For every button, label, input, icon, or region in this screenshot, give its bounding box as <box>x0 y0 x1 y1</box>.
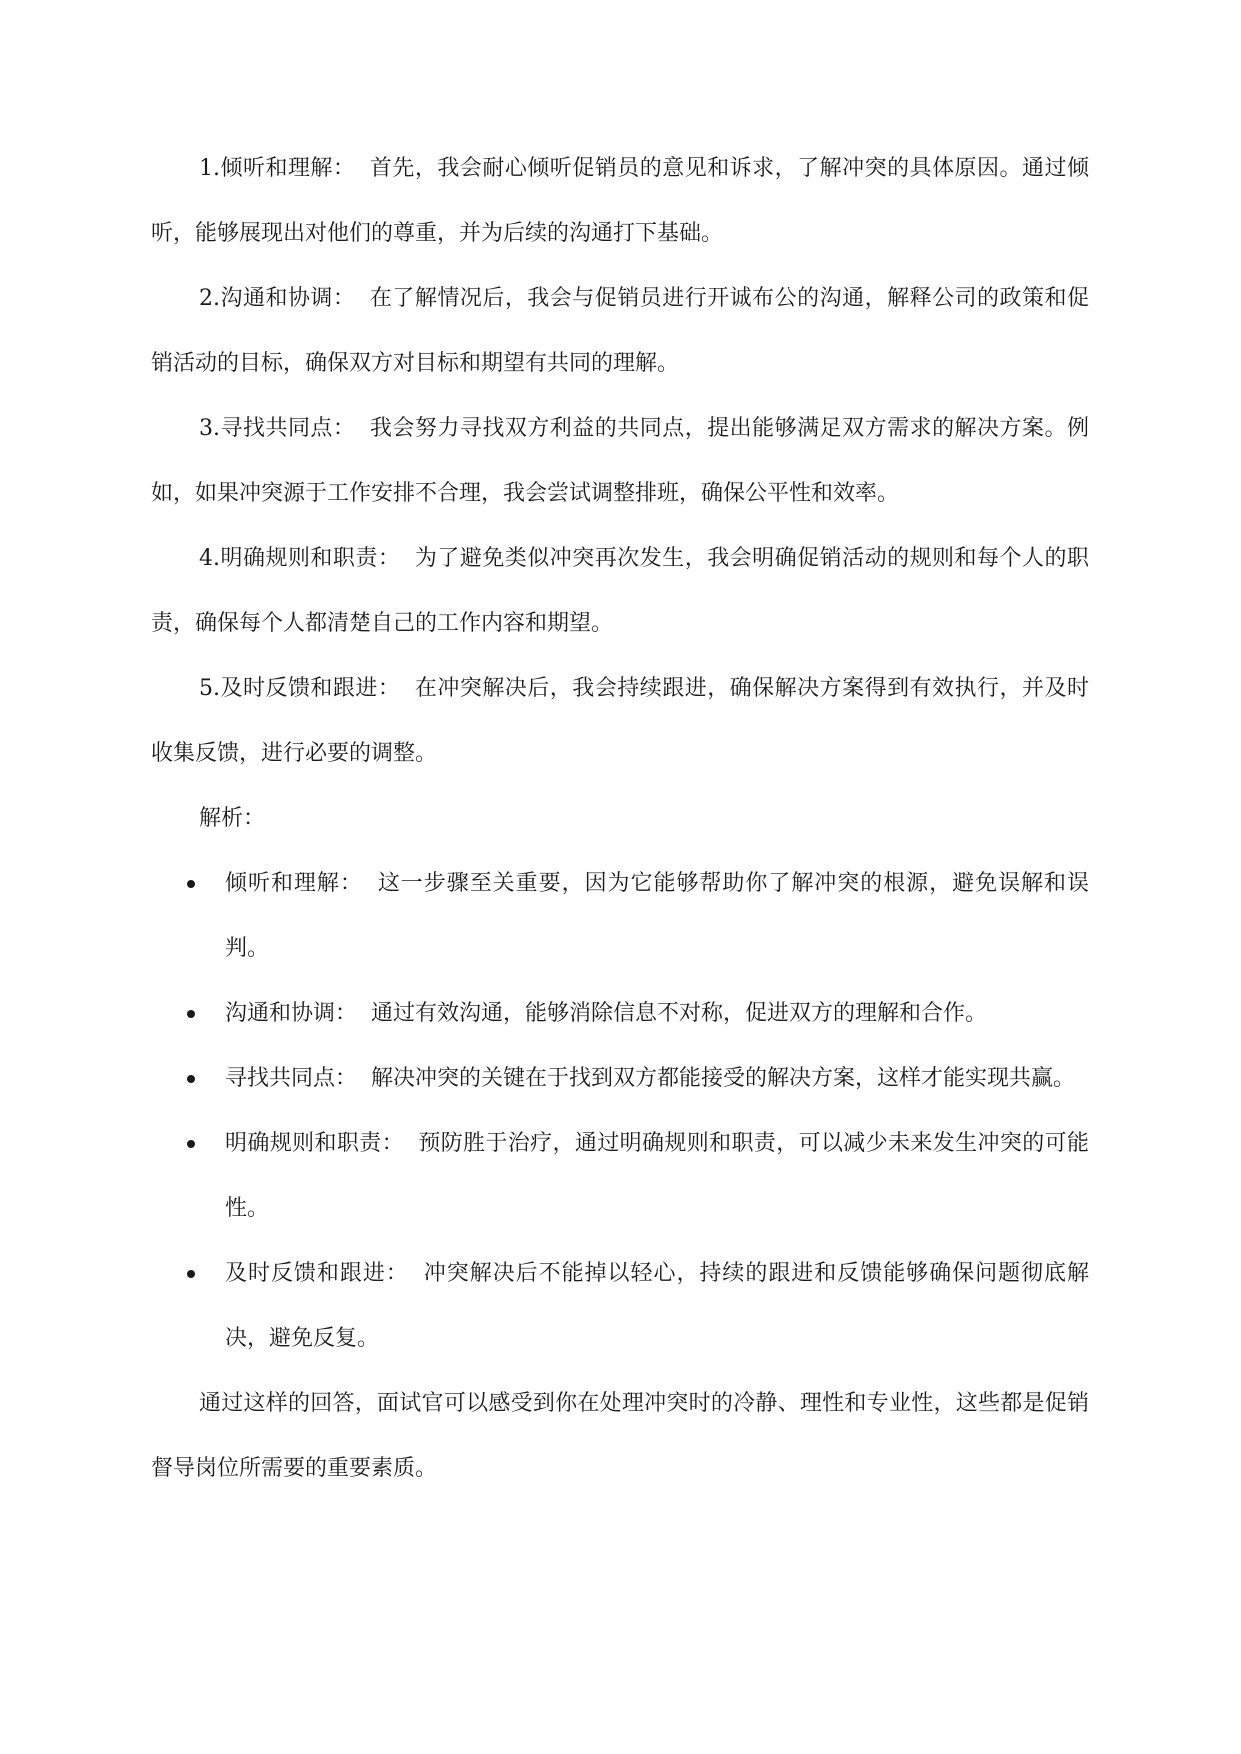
step-heading: 3.寻找共同点： <box>199 416 356 441</box>
analysis-term: 明确规则和职责： <box>225 1131 404 1156</box>
analysis-term: 倾听和理解： <box>225 871 363 896</box>
analysis-item-2 <box>151 981 1089 1046</box>
analysis-item-5 <box>151 1241 1089 1371</box>
step-text: 首先，我会耐心倾听促销员的意见和诉求，了解冲突的具体原因。通过倾听，能够展现出对他们的尊重，并为后续的沟通打下基础。 <box>151 156 1089 246</box>
document-body <box>151 136 1089 1501</box>
step-paragraph-3 <box>151 396 1089 526</box>
step-text: 在了解情况后，我会与促销员进行开诚布公的沟通，解释公司的政策和促销活动的目标，确保双方对目标和期望有共同的理解。 <box>151 286 1089 376</box>
step-heading: 5.及时反馈和跟进： <box>199 676 401 701</box>
step-heading: 4.明确规则和职责： <box>199 546 401 571</box>
analysis-label: 解析： <box>199 806 266 831</box>
analysis-text: 冲突解决后不能掉以轻心，持续的跟进和反馈能够确保问题彻底解决，避免反复。 <box>225 1261 1089 1351</box>
step-paragraph-5 <box>151 656 1089 786</box>
analysis-item-3 <box>151 1046 1089 1111</box>
bullet-dot-icon <box>187 1140 195 1148</box>
step-text: 在冲突解决后，我会持续跟进，确保解决方案得到有效执行，并及时收集反馈，进行必要的调整。 <box>151 676 1089 766</box>
bullet-dot-icon <box>187 880 195 888</box>
analysis-text: 通过有效沟通，能够消除信息不对称，促进双方的理解和合作。 <box>371 1001 988 1026</box>
step-paragraph-1 <box>151 136 1089 266</box>
analysis-item-1 <box>151 851 1089 981</box>
conclusion-paragraph: 通过这样的回答，面试官可以感受到你在处理冲突时的冷静、理性和专业性，这些都是促销督导岗位所需要的重要素质。 <box>151 1391 1089 1481</box>
step-heading: 1.倾听和理解： <box>199 156 356 181</box>
analysis-item-4 <box>151 1111 1089 1241</box>
step-paragraph-4 <box>151 526 1089 656</box>
analysis-text: 预防胜于治疗，通过明确规则和职责，可以减少未来发生冲突的可能性。 <box>225 1131 1089 1221</box>
step-paragraph-2 <box>151 266 1089 396</box>
step-text: 我会努力寻找双方利益的共同点，提出能够满足双方需求的解决方案。例如，如果冲突源于工作安排不合理，我会尝试调整排班，确保公平性和效率。 <box>151 416 1089 506</box>
step-heading: 2.沟通和协调： <box>199 286 356 311</box>
analysis-term: 沟通和协调： <box>225 1001 358 1026</box>
analysis-term: 及时反馈和跟进： <box>225 1261 409 1286</box>
analysis-list <box>151 851 1089 1371</box>
analysis-text: 解决冲突的关键在于找到双方都能接受的解决方案，这样才能实现共赢。 <box>371 1066 1076 1091</box>
step-text: 为了避免类似冲突再次发生，我会明确促销活动的规则和每个人的职责，确保每个人都清楚自己的工作内容和期望。 <box>151 546 1089 636</box>
bullet-dot-icon <box>187 1270 195 1278</box>
analysis-term: 寻找共同点： <box>225 1066 358 1091</box>
bullet-dot-icon <box>187 1010 195 1018</box>
analysis-text: 这一步骤至关重要，因为它能够帮助你了解冲突的根源，避免误解和误判。 <box>225 871 1089 961</box>
bullet-dot-icon <box>187 1075 195 1083</box>
